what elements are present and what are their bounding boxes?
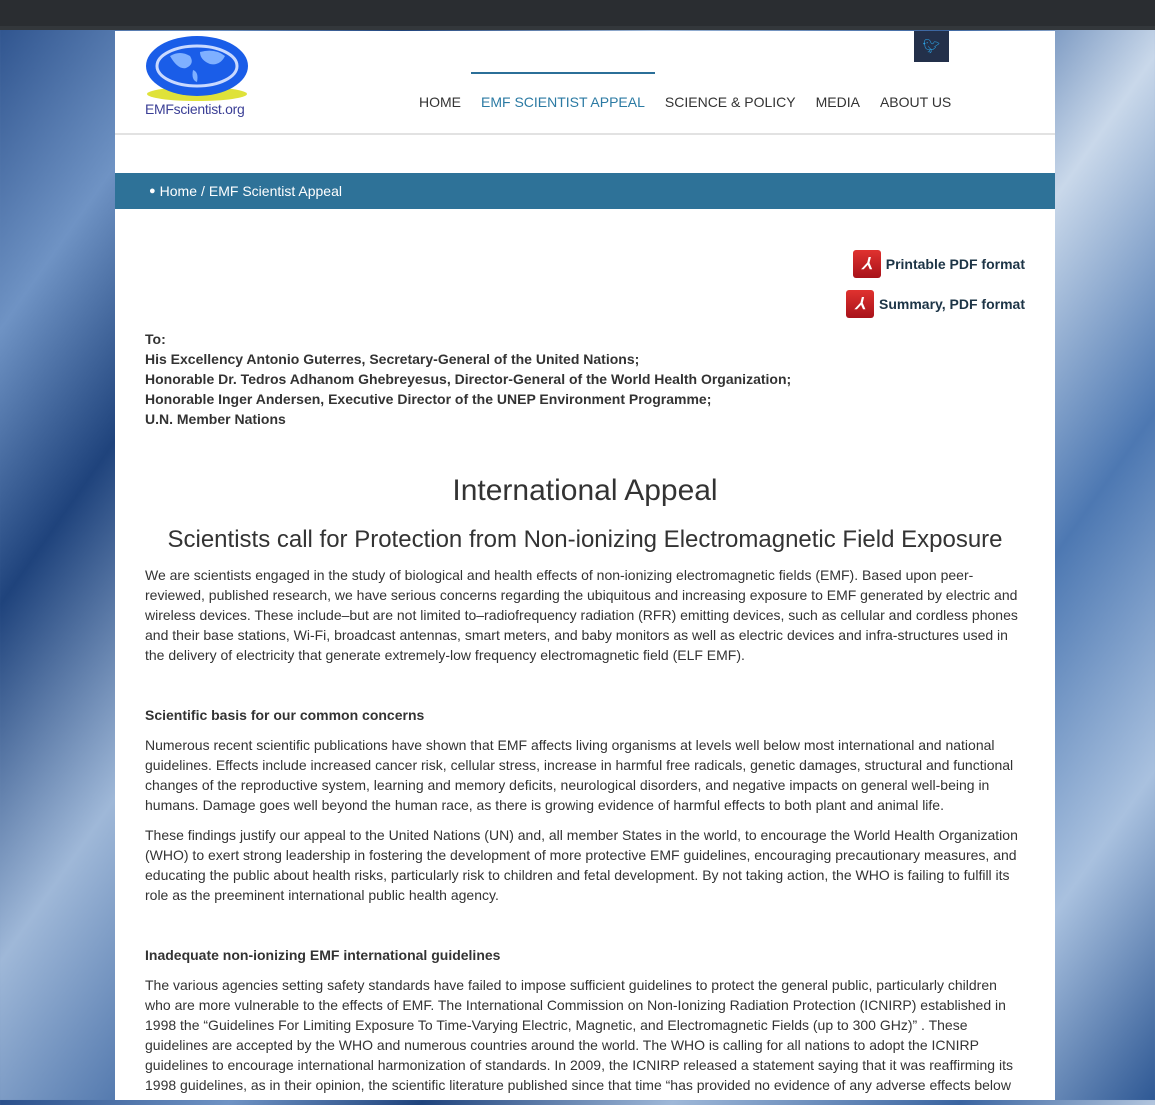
nav-emf-scientist-appeal[interactable]: EMF SCIENTIST APPEAL — [471, 94, 655, 110]
addressee: Honorable Dr. Tedros Adhanom Ghebreyesus, Director-General of the World Health Organization; — [145, 371, 792, 387]
site-header — [115, 31, 1055, 135]
paragraph: The various agencies setting safety standards have failed to impose sufficient guidelines to protect the general public, particularly children who are more vulnerable to the effects of EMF. The International Commission on Non-Ionizing Radiation Protection (ICNIRP) established in 1998 the “Guidelines For Limiting Exposure To Time-Varying Electric, Magnetic, and Electromagnetic Fields (up to 300 GHz)” . These guidelines are accepted by the WHO and numerous countries around the world. The WHO is calling for all nations to adopt the ICNIRP guidelines to encourage international harmonization of standards. In 2009, the ICNIRP released a statement saying that it was reaffirming its 1998 guidelines, as in their opinion, the scientific literature published since that time “has provided no evidence of any adverse effects below — [145, 977, 1013, 1093]
pdf-link-label: Printable PDF format — [885, 256, 1025, 272]
to-label: To: — [145, 331, 166, 347]
addressee: His Excellency Antonio Guterres, Secretary-General of the United Nations; — [145, 351, 640, 367]
addressees — [145, 329, 1025, 429]
logo-text[interactable]: EMFscientist.org — [145, 101, 245, 117]
nav-about-us[interactable]: ABOUT US — [879, 94, 952, 110]
map-marker-icon: ● — [149, 185, 156, 197]
breadcrumb-home[interactable]: Home — [159, 183, 198, 199]
pdf-links — [846, 250, 1025, 330]
page-title: International Appeal — [452, 474, 718, 507]
pdf-icon: ⅄ — [846, 290, 874, 318]
addressee: Honorable Inger Andersen, Executive Director of the UNEP Environment Programme; — [145, 391, 712, 407]
pdf-icon: ⅄ — [853, 250, 881, 278]
intro-paragraph: We are scientists engaged in the study of biological and health effects of non-ionizing electromagnetic fields (EMF). Based upon peer-reviewed, published research, we have serious concerns regarding the ubiquitous and increasing exposure to EMF generated by electric and wireless devices. These include–but are not limited to–radiofrequency radiation (RFR) emitting devices, such as cellular and cordless phones and their base stations, Wi-Fi, broadcast antennas, smart meters, and baby monitors as well as electric devices and infra-structures used in the delivery of electricity that generate extremely-low frequency electromagnetic field (ELF EMF). — [145, 567, 1018, 663]
paragraph: Numerous recent scientific publications have shown that EMF affects living organisms at levels well below most international and national guidelines. Effects include increased cancer risk, cellular stress, increase in harmful free radicals, genetic damages, structural and functional changes of the reproductive system, learning and memory deficits, neurological disorders, and negative impacts on general well-being in humans. Damage goes well beyond the human race, as there is growing evidence of harmful effects to both plant and animal life. — [145, 737, 1014, 813]
twitter-icon: 🐦︎ — [922, 38, 941, 54]
printable-pdf-link[interactable] — [846, 250, 1025, 278]
browser-top-bar — [0, 0, 1155, 30]
nav-science-policy[interactable]: SCIENCE & POLICY — [664, 94, 796, 110]
pdf-link-label: Summary, PDF format — [879, 296, 1025, 312]
article-content — [145, 329, 1025, 1105]
breadcrumb — [115, 173, 1055, 209]
twitter-button[interactable] — [914, 31, 949, 62]
page-container — [115, 31, 1055, 1100]
breadcrumb-separator: / — [201, 183, 205, 199]
main-nav — [409, 94, 961, 110]
nav-media[interactable]: MEDIA — [815, 94, 860, 110]
breadcrumb-current: EMF Scientist Appeal — [208, 183, 342, 199]
paragraph: These findings justify our appeal to the United Nations (UN) and, all member States in the world, to encourage the World Health Organization (WHO) to exert strong leadership in fostering the development of more protective EMF guidelines, encouraging precautionary measures, and educating the public about health risks, particularly risk to children and fetal development. By not taking action, the WHO is failing to fulfill its role as the preeminent international public health agency. — [145, 827, 1018, 903]
section-heading: Scientific basis for our common concerns — [145, 707, 425, 723]
addressee: U.N. Member Nations — [145, 411, 286, 427]
nav-home[interactable]: HOME — [419, 94, 461, 110]
page-subtitle: Scientists call for Protection from Non-ionizing Electromagnetic Field Exposure — [167, 526, 1003, 553]
summary-pdf-link[interactable] — [846, 290, 1025, 318]
section-heading: Inadequate non-ionizing EMF international guidelines — [145, 947, 501, 963]
